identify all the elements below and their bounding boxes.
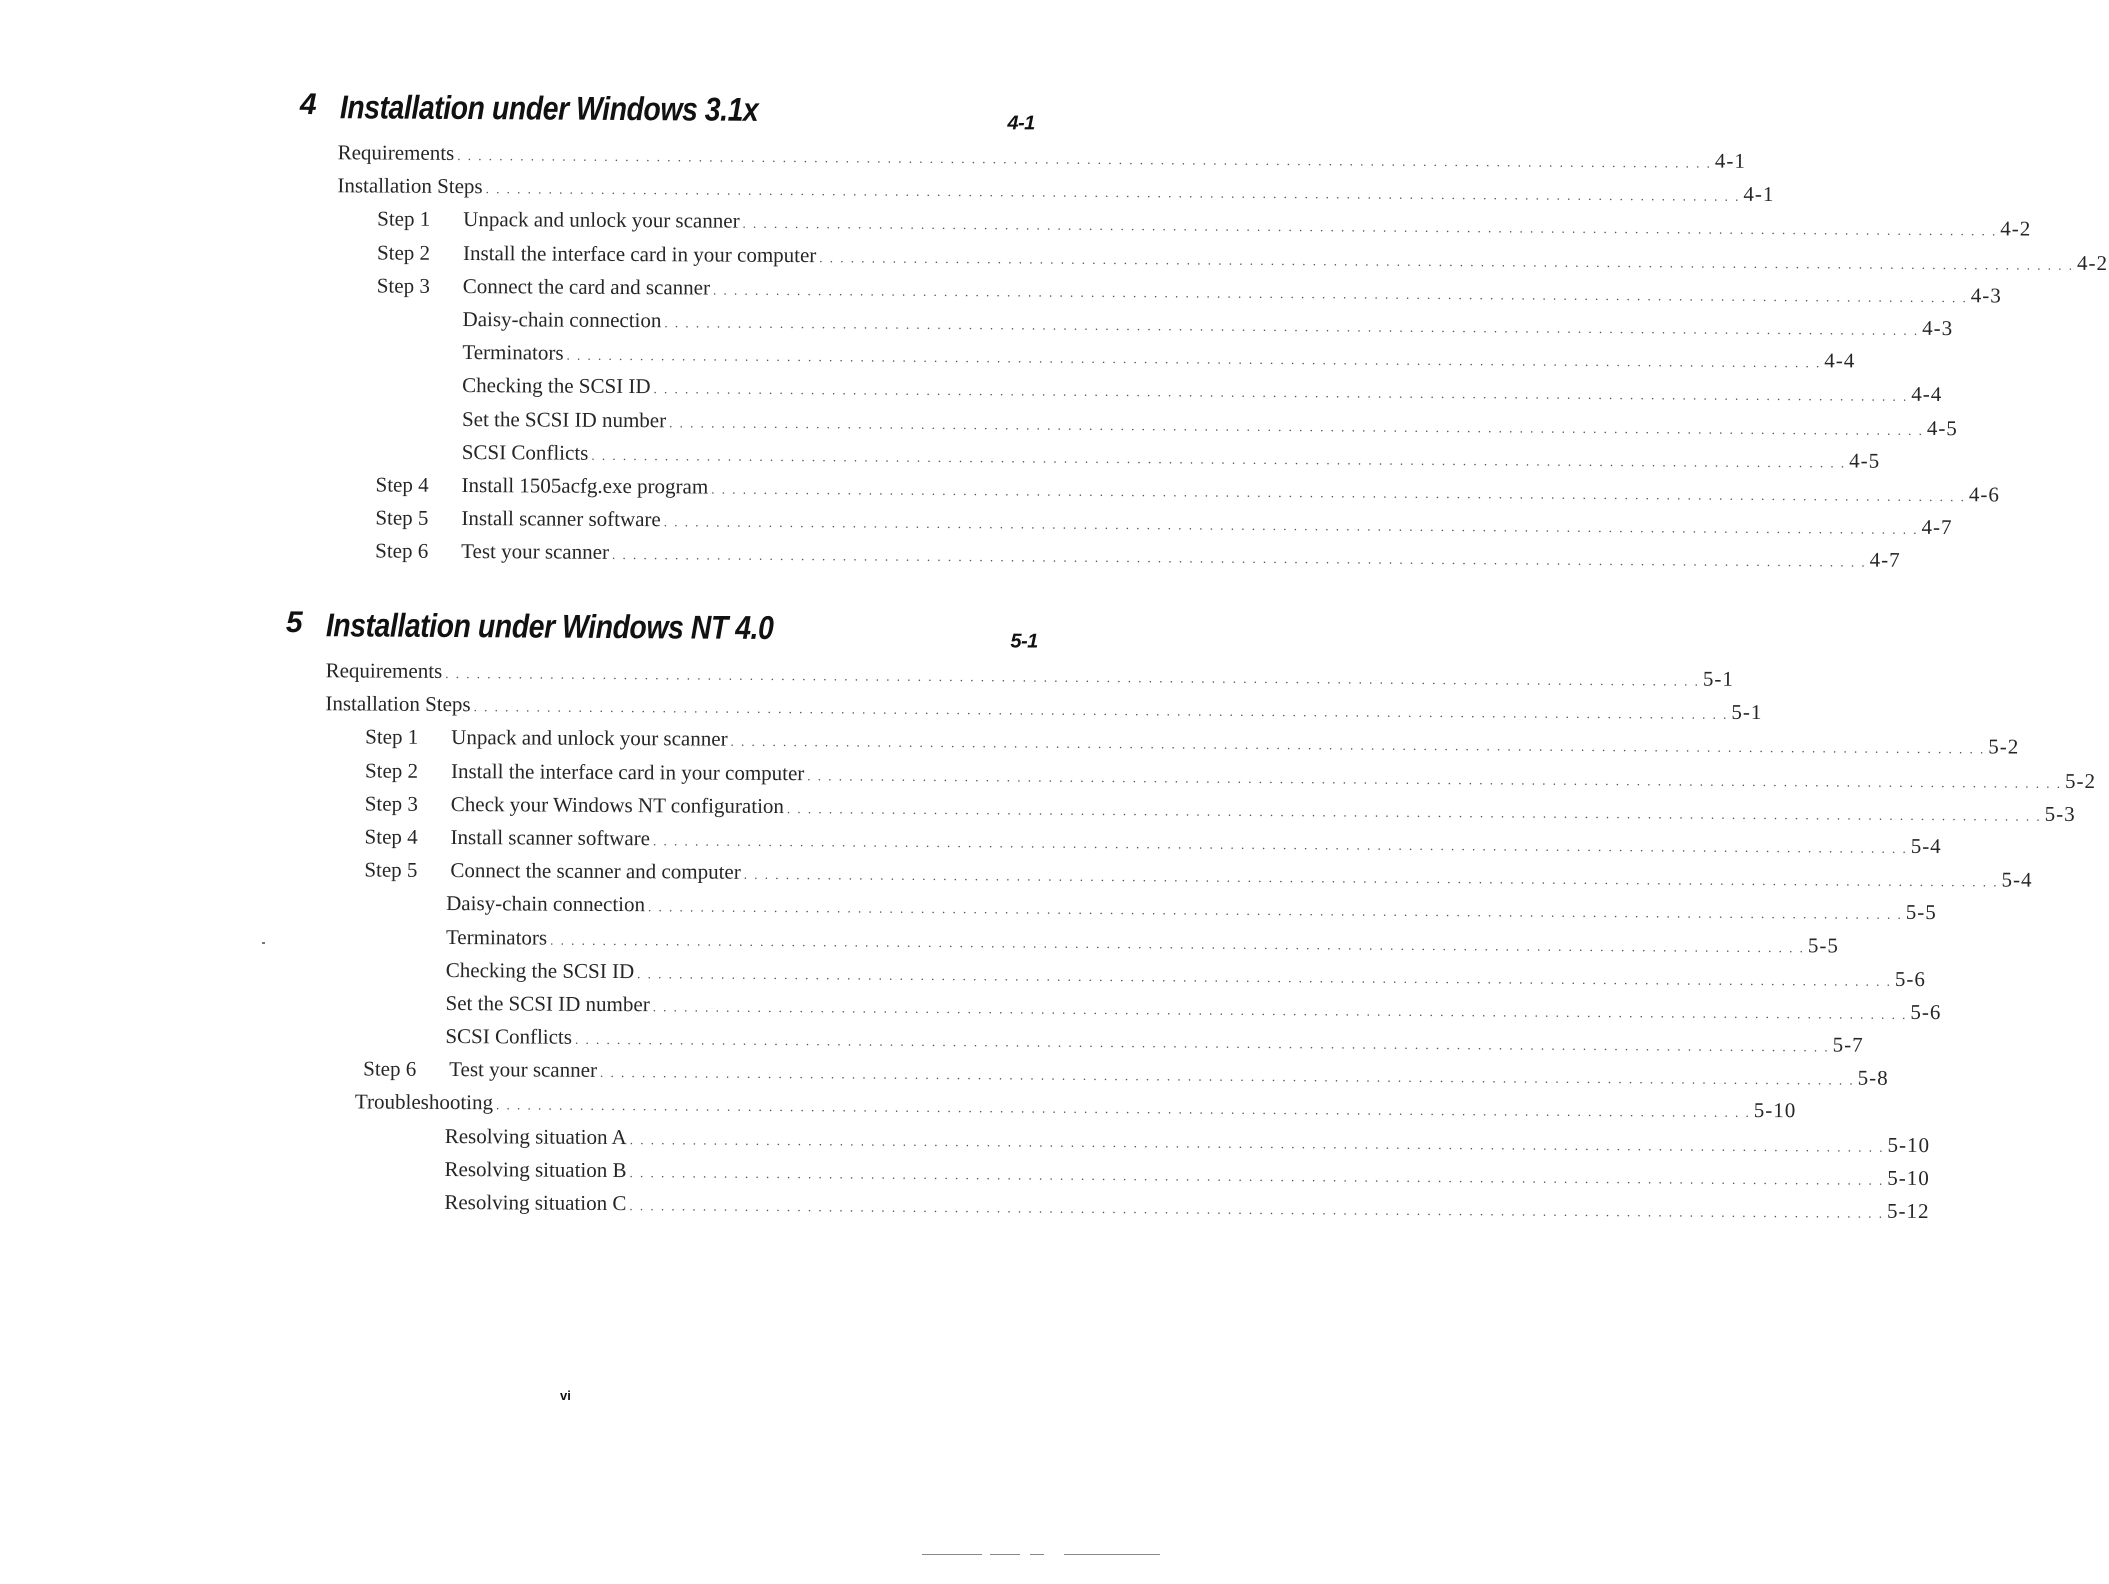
toc-entry (285, 758, 2097, 796)
toc-step-label: Step 2 (364, 758, 419, 783)
toc-entry (285, 658, 1735, 696)
toc-entry-page: 4-1 (1714, 148, 1747, 173)
toc-entry-page: 4-3 (1970, 282, 2002, 308)
toc-entry-page: 5-4 (2001, 867, 2033, 892)
toc-entry-title: Daisy-chain connection (462, 306, 662, 333)
toc-entry-page: 5-6 (1894, 966, 1926, 991)
toc-entry-title: Daisy-chain connection (446, 891, 646, 917)
toc-entry-page: 5-2 (2065, 768, 2097, 793)
toc-entry (299, 173, 1775, 211)
toc-entry-page: 5-5 (1905, 900, 1937, 925)
toc-entry-page: 5-10 (1887, 1165, 1930, 1190)
toc-step-label: Step 2 (376, 240, 431, 265)
toc-entry-page: 5-2 (1988, 734, 2020, 759)
toc-entry-page: 4-7 (1921, 514, 1953, 540)
dot-leader: . . . . . . . . . . . . . . . . . . . . . . . . . . . . . . . . . . . . . . . . . . . . . . . . . . . . . . . . . . . . . . . . . . . . . . . . . . . . . . . . . . . . . . . . . . . . . . . . . . . . . . . . . . . . . . . . . . . . . . . . (599, 1065, 1855, 1088)
toc-entry-title: Check your Windows NT configuration (450, 791, 785, 818)
toc-entry-page: 5-4 (1910, 833, 1942, 859)
toc-step-label: Step 3 (376, 273, 430, 298)
toc-entry-page: 5-8 (1857, 1065, 1889, 1091)
toc-entry-page: 5-5 (1807, 932, 1839, 957)
toc-entry-page: 4-4 (1824, 348, 1856, 373)
dot-leader: . . . . . . . . . . . . . . . . . . . . . . . . . . . . . . . . . . . . . . . . . . . . . . . . . . . . . . . . . . . . . . . . . . . . . . . . . . . . . . . . . . . . . . . . . . . . . . . . . . . . . . . . . . . . . . . . . . . . . . . . (647, 899, 1903, 923)
scan-artifact-line (922, 1554, 982, 1555)
toc-entry-title: Requirements (325, 658, 443, 683)
toc-entry-title: Connect the scanner and computer (450, 858, 741, 884)
toc-entry-page: 4-4 (1911, 382, 1943, 407)
toc-entry (298, 339, 1856, 377)
toc-entry-page: 5-10 (1887, 1132, 1931, 1157)
toc-entry (298, 439, 1881, 477)
dot-leader: . . . . . . . . . . . . . . . . . . . . . . . . . . . . . . . . . . . . . . . . . . . . . . . . . . . . . . . . . . . . . . . . . . . . . . . . . . . . . . . . . . . . . . . . . . . . . . . . . . . . . . . . . . . . . . . . . . . . . . . . (663, 514, 1919, 537)
toc-entry-title: Test your scanner (449, 1057, 598, 1083)
toc-entry-list (297, 140, 2109, 576)
toc-step-label: Step 4 (375, 472, 429, 497)
dot-leader: . . . . . . . . . . . . . . . . . . . . . . . . . . . . . . . . . . . . . . . . . . . . . . . . . . . . . . . . . . . . . . . . . . . . . . . . . . . . . . . . . . . . . . . . . . . . . . . . . . . . . . . . . . . . . . . . . . . . . . . . (653, 381, 1909, 405)
dot-leader: . . . . . . . . . . . . . . . . . . . . . . . . . . . . . . . . . . . . . . . . . . . . . . . . . . . . . . . . . . . . . . . . . . . . . . . . . . . . . . . . . . . . . . . . . . . . . . . . . . . . . . . . . . . . . . . . . . . . . . . . (652, 999, 1908, 1022)
toc-entry-page: 5-7 (1832, 1032, 1864, 1057)
toc-entry (297, 505, 1953, 543)
toc-entry-title: Test your scanner (461, 539, 610, 565)
toc-step-label: Step 6 (375, 538, 429, 564)
toc-entry (285, 691, 1763, 729)
dot-leader: . . . . . . . . . . . . . . . . . . . . . . . . . . . . . . . . . . . . . . . . . . . . . . . . . . . . . . . . . . . . . . . . . . . . . . . . . . . . . . . . . . . . . . . . . . . . . . . . . . . . . . . . . . . . . . . . . . . . . . . . (669, 414, 1924, 438)
toc-entry-title: Installation Steps (325, 691, 471, 717)
toc-entry-title: Terminators (462, 340, 564, 365)
toc-entry-page: 4-2 (2000, 216, 2032, 241)
toc-entry (284, 857, 2033, 895)
dot-leader: . . . . . . . . . . . . . . . . . . . . . . . . . . . . . . . . . . . . . . . . . . . . . . . . . . . . . . . . . . . . . . . . . . . . . . . . . . . . . . . . . . . . . . . . . . . . . . . . . . . . . . . . . . . . . . . . . . . . . . . . (730, 734, 1986, 757)
toc-entry-title: Install scanner software (461, 506, 661, 532)
dot-leader: . . . . . . . . . . . . . . . . . . . . . . . . . . . . . . . . . . . . . . . . . . . . . . . . . . . . . . . . . . . . . . . . . . . . . . . . . . . . . . . . . . . . . . . . . . . . . . . . . . . . . . . . . . . . . . . . . . . . . . . . (786, 800, 2042, 824)
dot-leader: . . . . . . . . . . . . . . . . . . . . . . . . . . . . . . . . . . . . . . . . . . . . . . . . . . . . . . . . . . . . . . . . . . . . . . . . . . . . . . . . . . . . . . . . . . . . . . . . . . . . . . . . . . . . . . . . . . . . . . . . (743, 866, 1999, 890)
toc-entry-title: Install 1505acfg.exe program (461, 472, 709, 499)
toc-entry (298, 372, 1943, 410)
toc-step-label: Step 1 (365, 724, 419, 750)
toc-entry-page: 5-12 (1887, 1198, 1930, 1224)
scan-artifact-line (1064, 1554, 1160, 1555)
toc-entry-title: Install the interface card in your computer (462, 240, 817, 267)
toc-entry-list (282, 658, 2097, 1227)
toc-entry-page: 5-3 (2044, 801, 2076, 826)
dot-leader: . . . . . . . . . . . . . . . . . . . . . . . . . . . . . . . . . . . . . . . . . . . . . . . . . . . . . . . . . . . . . . . . . . . . . . . . . . . . . . . . . . . . . . . . . . . . . . . . . . . . . . . . . . . . . . . . . . . . . . . . (485, 181, 1741, 204)
chapter-page-number: 5-1 (1010, 630, 1038, 653)
toc-entry-title: Installation Steps (337, 173, 483, 199)
toc-entry-page: 4-3 (1922, 315, 1954, 341)
toc-step-label: Step 3 (364, 791, 418, 816)
dot-leader: . . . . . . . . . . . . . . . . . . . . . . . . . . . . . . . . . . . . . . . . . . . . . . . . . . . . . . . . . . . . . . . . . . . . . . . . . . . . . . . . . . . . . . . . . . . . . . . . . . . . . . . . . . . . . . . . . . . . . . . . (611, 547, 1867, 570)
toc-entry (298, 306, 1954, 344)
dot-leader: . . . . . . . . . . . . . . . . . . . . . . . . . . . . . . . . . . . . . . . . . . . . . . . . . . . . . . . . . . . . . . . . . . . . . . . . . . . . . . . . . . . . . . . . . . . . . . . . . . . . . . . . . . . . . . . . . . . . . . . . (457, 147, 1713, 171)
dot-leader: . . . . . . . . . . . . . . . . . . . . . . . . . . . . . . . . . . . . . . . . . . . . . . . . . . . . . . . . . . . . . . . . . . . . . . . . . . . . . . . . . . . . . . . . . . . . . . . . . . . . . . . . . . . . . . . . . . . . . . . . (652, 833, 1908, 856)
toc-entry-title: Resolving situation C (444, 1189, 627, 1216)
toc-step-label: Step 4 (364, 824, 418, 849)
toc-entry (282, 1156, 1930, 1194)
toc-entry-page: 4-2 (2077, 250, 2109, 275)
dot-leader: . . . . . . . . . . . . . . . . . . . . . . . . . . . . . . . . . . . . . . . . . . . . . . . . . . . . . . . . . . . . . . . . . . . . . . . . . . . . . . . . . . . . . . . . . . . . . . . . . . . . . . . . . . . . . . . . . . . . . . . . (712, 282, 1968, 305)
chapter-page-number: 4-1 (1007, 112, 1035, 135)
toc-entry-page: 4-1 (1743, 182, 1775, 207)
toc-step-label: Step 1 (377, 206, 431, 232)
chapter-number: 5 (285, 606, 303, 640)
toc-entry-title: SCSI Conflicts (461, 439, 589, 465)
dot-leader: . . . . . . . . . . . . . . . . . . . . . . . . . . . . . . . . . . . . . . . . . . . . . . . . . . . . . . . . . . . . . . . . . . . . . . . . . . . . . . . . . . . . . . . . . . . . . . . . . . . . . . . . . . . . . . . . . . . . . . . . (711, 481, 1967, 505)
chapter-number: 4 (299, 88, 317, 122)
toc-entry-title: Set the SCSI ID number (445, 990, 650, 1017)
toc-entry-title: Unpack and unlock your scanner (451, 725, 728, 752)
footer-page-number: vi (560, 1388, 571, 1403)
toc-entry (283, 1089, 1797, 1127)
chapter-title: Installation under Windows NT 4.0 (325, 606, 774, 646)
toc-entry-title: Resolving situation A (444, 1123, 627, 1149)
toc-entry-title: Terminators (445, 924, 548, 950)
toc-entry (299, 206, 2032, 244)
toc-step-label: Step 5 (375, 505, 429, 530)
toc-entry (284, 957, 1926, 995)
toc-entry (285, 724, 2020, 762)
toc-entry (283, 990, 1942, 1028)
chapter-heading (286, 606, 1038, 663)
toc-entry-title: Unpack and unlock your scanner (463, 207, 740, 234)
dot-leader: . . . . . . . . . . . . . . . . . . . . . . . . . . . . . . . . . . . . . . . . . . . . . . . . . . . . . . . . . . . . . . . . . . . . . . . . . . . . . . . . . . . . . . . . . . . . . . . . . . . . . . . . . . . . . . . . . . . . . . . . (742, 216, 1998, 239)
toc-entry-page: 5-1 (1731, 700, 1763, 725)
toc-entry-page: 5-1 (1702, 666, 1735, 691)
toc-entry (298, 405, 1958, 443)
dot-leader: . . . . . . . . . . . . . . . . . . . . . . . . . . . . . . . . . . . . . . . . . . . . . . . . . . . . . . . . . . . . . . . . . . . . . . . . . . . . . . . . . . . . . . . . . . . . . . . . . . . . . . . . . . . . . . . . . . . . . . . . (574, 1031, 1830, 1055)
dot-leader: . . . . . . . . . . . . . . . . . . . . . . . . . . . . . . . . . . . . . . . . . . . . . . . . . . . . . . . . . . . . . . . . . . . . . . . . . . . . . . . . . . . . . . . . . . . . . . . . . . . . . . . . . . . . . . . . . . . . . . . . (629, 1131, 1885, 1155)
dot-leader: . . . . . . . . . . . . . . . . . . . . . . . . . . . . . . . . . . . . . . . . . . . . . . . . . . . . . . . . . . . . . . . . . . . . . . . . . . . . . . . . . . . . . . . . . . . . . . . . . . . . . . . . . . . . . . . . . . . . . . . . (566, 347, 1822, 371)
scan-speck (262, 942, 265, 944)
toc-entry-title: SCSI Conflicts (445, 1024, 573, 1049)
toc-entry (299, 140, 1747, 178)
toc-entry (283, 1123, 1931, 1161)
toc-entry (283, 1023, 1864, 1061)
toc-entry-title: Install the interface card in your computer (450, 758, 805, 785)
toc-entry-title: Connect the card and scanner (462, 273, 711, 300)
toc-entry (284, 923, 1839, 961)
toc-entry (284, 890, 1937, 928)
toc-entry (284, 824, 1942, 862)
dot-leader: . . . . . . . . . . . . . . . . . . . . . . . . . . . . . . . . . . . . . . . . . . . . . . . . . . . . . . . . . . . . . . . . . . . . . . . . . . . . . . . . . . . . . . . . . . . . . . . . . . . . . . . . . . . . . . . . . . . . . . . . (445, 665, 1701, 689)
dot-leader: . . . . . . . . . . . . . . . . . . . . . . . . . . . . . . . . . . . . . . . . . . . . . . . . . . . . . . . . . . . . . . . . . . . . . . . . . . . . . . . . . . . . . . . . . . . . . . . . . . . . . . . . . . . . . . . . . . . . . . . . (550, 932, 1805, 955)
toc-entry-page: 4-7 (1869, 547, 1901, 573)
scan-artifact-line (1030, 1554, 1044, 1555)
toc-entry-title: Install scanner software (450, 824, 651, 851)
toc-entry (299, 273, 2002, 311)
chapter-5-section (282, 606, 2097, 1227)
dot-leader: . . . . . . . . . . . . . . . . . . . . . . . . . . . . . . . . . . . . . . . . . . . . . . . . . . . . . . . . . . . . . . . . . . . . . . . . . . . . . . . . . . . . . . . . . . . . . . . . . . . . . . . . . . . . . . . . . . . . . . . . (496, 1097, 1751, 1121)
dot-leader: . . . . . . . . . . . . . . . . . . . . . . . . . . . . . . . . . . . . . . . . . . . . . . . . . . . . . . . . . . . . . . . . . . . . . . . . . . . . . . . . . . . . . . . . . . . . . . . . . . . . . . . . . . . . . . . . . . . . . . . . (629, 1164, 1885, 1188)
toc-entry-page: 5-6 (1910, 999, 1942, 1024)
toc-entry-title: Resolving situation B (444, 1156, 627, 1182)
toc-entry (282, 1189, 1930, 1227)
toc-entry-page: 5-10 (1753, 1098, 1797, 1123)
toc-entry-title: Requirements (337, 140, 455, 165)
chapter-heading (300, 88, 1035, 144)
toc-entry-page: 4-6 (1968, 482, 2001, 507)
toc-entry-page: 4-5 (1849, 448, 1881, 473)
dot-leader: . . . . . . . . . . . . . . . . . . . . . . . . . . . . . . . . . . . . . . . . . . . . . . . . . . . . . . . . . . . . . . . . . . . . . . . . . . . . . . . . . . . . . . . . . . . . . . . . . . . . . . . . . . . . . . . . . . . . . . . . (591, 447, 1847, 471)
toc-entry-title: Troubleshooting (354, 1089, 494, 1115)
toc-entry (297, 538, 1901, 576)
toc-step-label: Step 6 (363, 1056, 417, 1082)
scan-artifact-line (990, 1554, 1020, 1555)
toc-entry-title: Set the SCSI ID number (461, 406, 667, 432)
dot-leader: . . . . . . . . . . . . . . . . . . . . . . . . . . . . . . . . . . . . . . . . . . . . . . . . . . . . . . . . . . . . . . . . . . . . . . . . . . . . . . . . . . . . . . . . . . . . . . . . . . . . . . . . . . . . . . . . . . . . . . . . (629, 1198, 1885, 1221)
toc-entry-title: Checking the SCSI ID (462, 373, 651, 399)
toc-entry (299, 240, 2109, 278)
dot-leader: . . . . . . . . . . . . . . . . . . . . . . . . . . . . . . . . . . . . . . . . . . . . . . . . . . . . . . . . . . . . . . . . . . . . . . . . . . . . . . . . . . . . . . . . . . . . . . . . . . . . . . . . . . . . . . . . . . . . . . . . (807, 767, 2063, 791)
toc-entry (297, 472, 2001, 510)
toc-step-label: Step 5 (364, 857, 418, 882)
toc-entry (285, 791, 2076, 829)
toc-entry-title: Checking the SCSI ID (445, 957, 635, 983)
dot-leader: . . . . . . . . . . . . . . . . . . . . . . . . . . . . . . . . . . . . . . . . . . . . . . . . . . . . . . . . . . . . . . . . . . . . . . . . . . . . . . . . . . . . . . . . . . . . . . . . . . . . . . . . . . . . . . . . . . . . . . . . (664, 315, 1920, 338)
dot-leader: . . . . . . . . . . . . . . . . . . . . . . . . . . . . . . . . . . . . . . . . . . . . . . . . . . . . . . . . . . . . . . . . . . . . . . . . . . . . . . . . . . . . . . . . . . . . . . . . . . . . . . . . . . . . . . . . . . . . . . . . (473, 699, 1729, 723)
dot-leader: . . . . . . . . . . . . . . . . . . . . . . . . . . . . . . . . . . . . . . . . . . . . . . . . . . . . . . . . . . . . . . . . . . . . . . . . . . . . . . . . . . . . . . . . . . . . . . . . . . . . . . . . . . . . . . . . . . . . . . . . (819, 249, 2075, 273)
chapter-title: Installation under Windows 3.1x (339, 88, 759, 128)
dot-leader: . . . . . . . . . . . . . . . . . . . . . . . . . . . . . . . . . . . . . . . . . . . . . . . . . . . . . . . . . . . . . . . . . . . . . . . . . . . . . . . . . . . . . . . . . . . . . . . . . . . . . . . . . . . . . . . . . . . . . . . . (637, 965, 1892, 989)
chapter-4-section (297, 88, 2109, 576)
toc-entry-page: 4-5 (1926, 415, 1958, 440)
toc-entry (283, 1056, 1889, 1094)
